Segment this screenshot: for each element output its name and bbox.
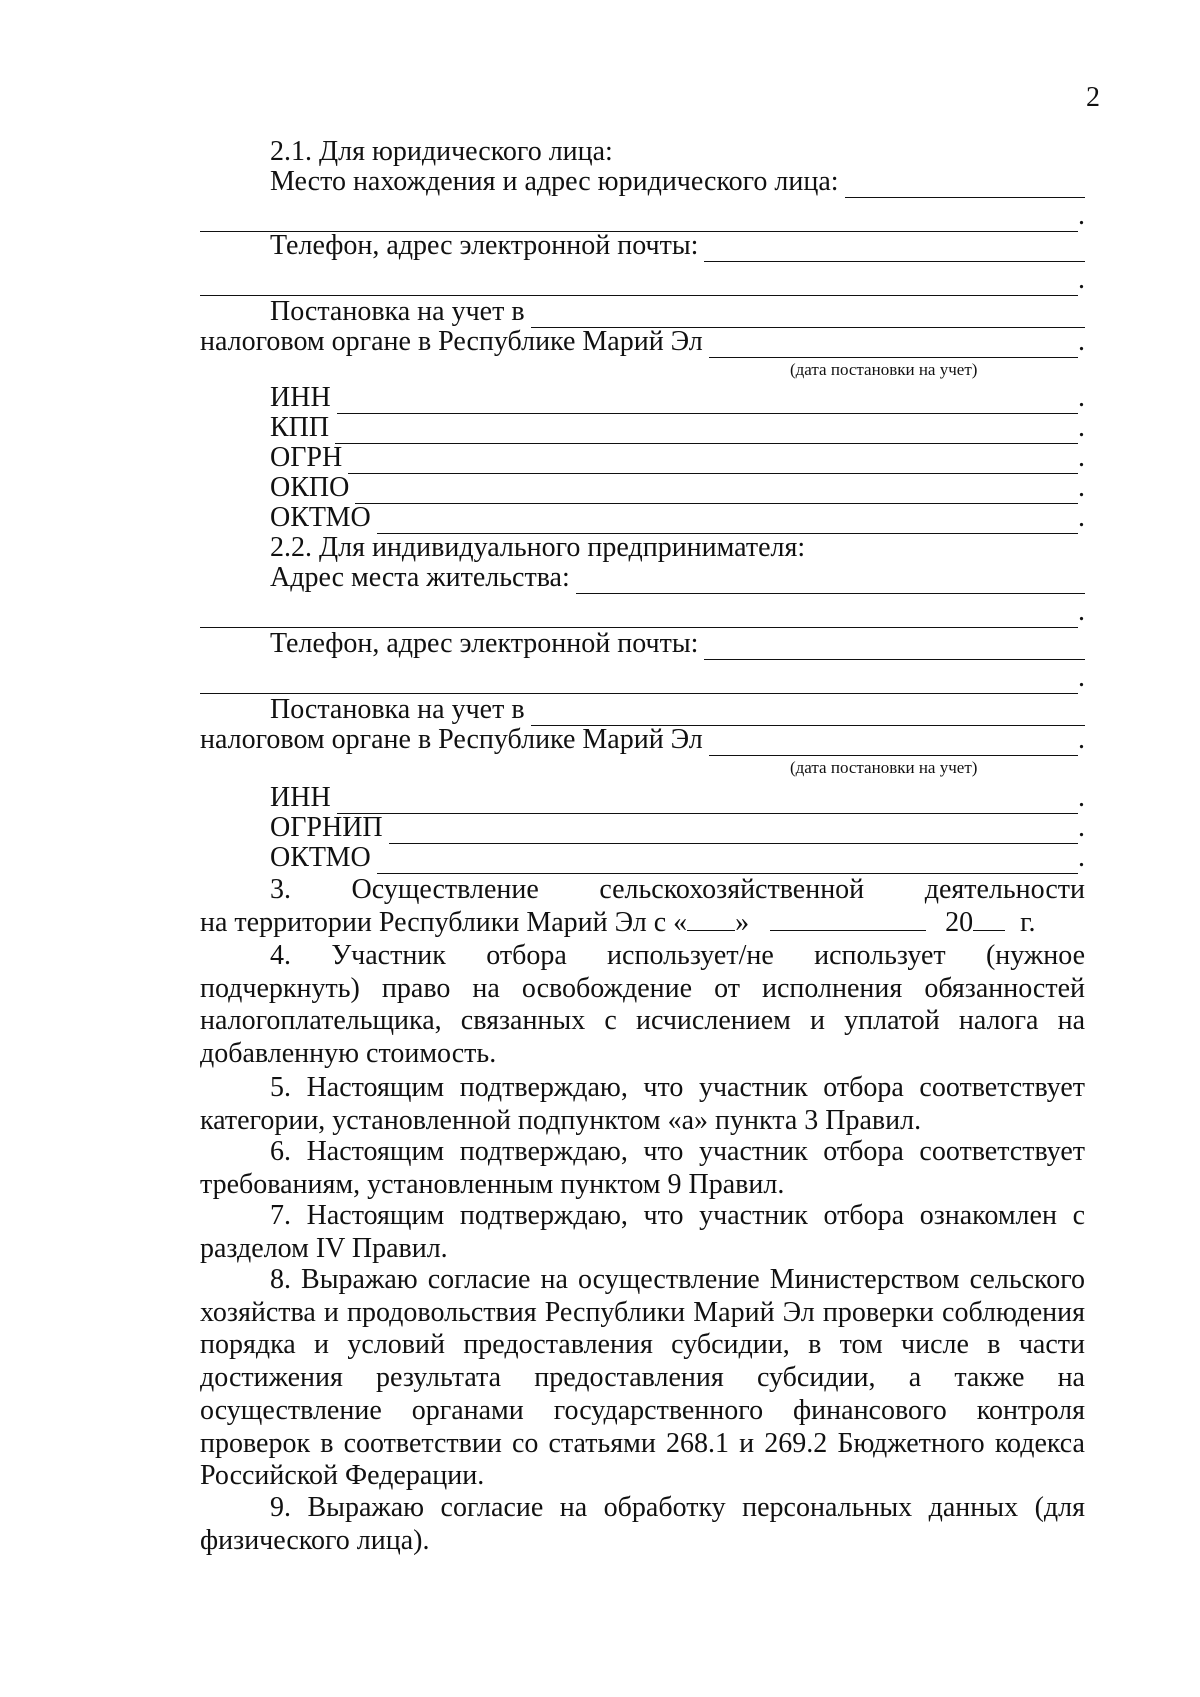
sec22-heading: 2.2. Для индивидуального предпринимателя:: [270, 532, 806, 563]
sec21-phone-field[interactable]: [704, 237, 1085, 262]
sec22-oktmo-row: ОКТМО .: [270, 842, 1085, 873]
sec22-address-row2: .: [200, 596, 1085, 628]
sec22-taxreg-row: Постановка на учет в: [270, 694, 1085, 726]
sec21-heading: 2.1. Для юридического лица:: [270, 136, 613, 167]
sec21-taxreg-row: Постановка на учет в: [270, 296, 1085, 328]
sec22-taxreg-field[interactable]: [531, 701, 1085, 726]
sec22-phone-field[interactable]: [704, 635, 1085, 660]
sec22-date-note: (дата постановки на учет): [790, 758, 978, 777]
sec22-inn-field[interactable]: [337, 789, 1078, 814]
sec21-kpp-field[interactable]: [335, 419, 1078, 444]
sec22-ogrnip-field[interactable]: [389, 819, 1078, 844]
p6-paragraph: 6. Настоящим подтверждаю, что участник отбора соответствует требованиям, установленным пунктом 9 Правил.: [200, 1136, 1085, 1200]
sec21-inn-row: ИНН .: [270, 382, 1085, 413]
sec22-address-field2[interactable]: [200, 603, 1078, 628]
sec22-oktmo-field[interactable]: [377, 849, 1078, 874]
sec21-location-field2[interactable]: [200, 207, 1078, 232]
sec21-inn-field[interactable]: [337, 389, 1078, 414]
sec22-phone-row: Телефон, адрес электронной почты:: [270, 628, 1085, 660]
p8-paragraph: 8. Выражаю согласие на осуществление Министерством сельского хозяйства и продовольствия Республики Марий Эл проверки соблюдения порядка и условий предоставления субсидии, в том числе в части достижения результата предоставления субсидии, а также на осуществление органами государственного финансового контроля проверок в соответствии со статьями 268.1 и 269.2 Бюджетного кодекса Российской Федерации.: [200, 1264, 1085, 1492]
p4-paragraph: 4. Участник отбора использует/не использует (нужное подчеркнуть) право на освобождение от исполнения обязанностей налогоплательщика, связанных с исчислением и уплатой налога на добавленную стоимость.: [200, 940, 1085, 1070]
sec22-address-field[interactable]: [576, 569, 1085, 594]
sec21-location-row2: .: [200, 200, 1085, 232]
sec21-ogrn-row: ОГРН .: [270, 442, 1085, 473]
sec21-okpo-row: ОКПО .: [270, 472, 1085, 503]
sec22-inn-row: ИНН .: [270, 782, 1085, 813]
p3-month-field[interactable]: [770, 906, 926, 931]
sec22-taxreg-row2: налоговом органе в Республике Марий Эл .: [200, 724, 1085, 755]
sec21-taxreg-row2: налоговом органе в Республике Марий Эл .: [200, 326, 1085, 357]
p3-line2: на территории Республики Марий Эл с « » 20 г.: [200, 907, 1036, 938]
sec22-address-row: Адрес места жительства:: [270, 562, 1085, 594]
p3-day-field[interactable]: [687, 906, 735, 931]
sec21-date-note: (дата постановки на учет): [790, 360, 978, 379]
sec21-oktmo-row: ОКТМО .: [270, 502, 1085, 533]
sec21-ogrn-field[interactable]: [348, 449, 1078, 474]
p9-paragraph: 9. Выражаю согласие на обработку персональных данных (для физического лица).: [200, 1492, 1085, 1556]
sec21-kpp-row: КПП .: [270, 412, 1085, 443]
p5-paragraph: 5. Настоящим подтверждаю, что участник отбора соответствует категории, установленной подпунктом «а» пункта 3 Правил.: [200, 1072, 1085, 1136]
sec21-location-row: Место нахождения и адрес юридического лица:: [270, 166, 1085, 198]
sec21-phone-field2[interactable]: [200, 271, 1078, 296]
p7-paragraph: 7. Настоящим подтверждаю, что участник отбора ознакомлен с разделом IV Правил.: [200, 1200, 1085, 1264]
page-number: 2: [1086, 82, 1100, 113]
p3-year-field[interactable]: [973, 906, 1005, 931]
sec22-phone-row2: .: [200, 662, 1085, 694]
sec22-phone-field2[interactable]: [200, 669, 1078, 694]
sec21-location-field[interactable]: [845, 173, 1085, 198]
sec21-taxreg-date-field[interactable]: [709, 333, 1078, 358]
p3-line1: 3. Осуществление сельскохозяйственной деятельности: [270, 874, 1085, 905]
sec22-ogrnip-row: ОГРНИП .: [270, 812, 1085, 843]
sec21-oktmo-field[interactable]: [377, 509, 1078, 534]
sec21-phone-row2: .: [200, 264, 1085, 296]
sec21-okpo-field[interactable]: [355, 479, 1078, 504]
sec21-taxreg-field[interactable]: [531, 303, 1085, 328]
sec22-taxreg-date-field[interactable]: [709, 731, 1078, 756]
sec21-phone-row: Телефон, адрес электронной почты:: [270, 230, 1085, 262]
